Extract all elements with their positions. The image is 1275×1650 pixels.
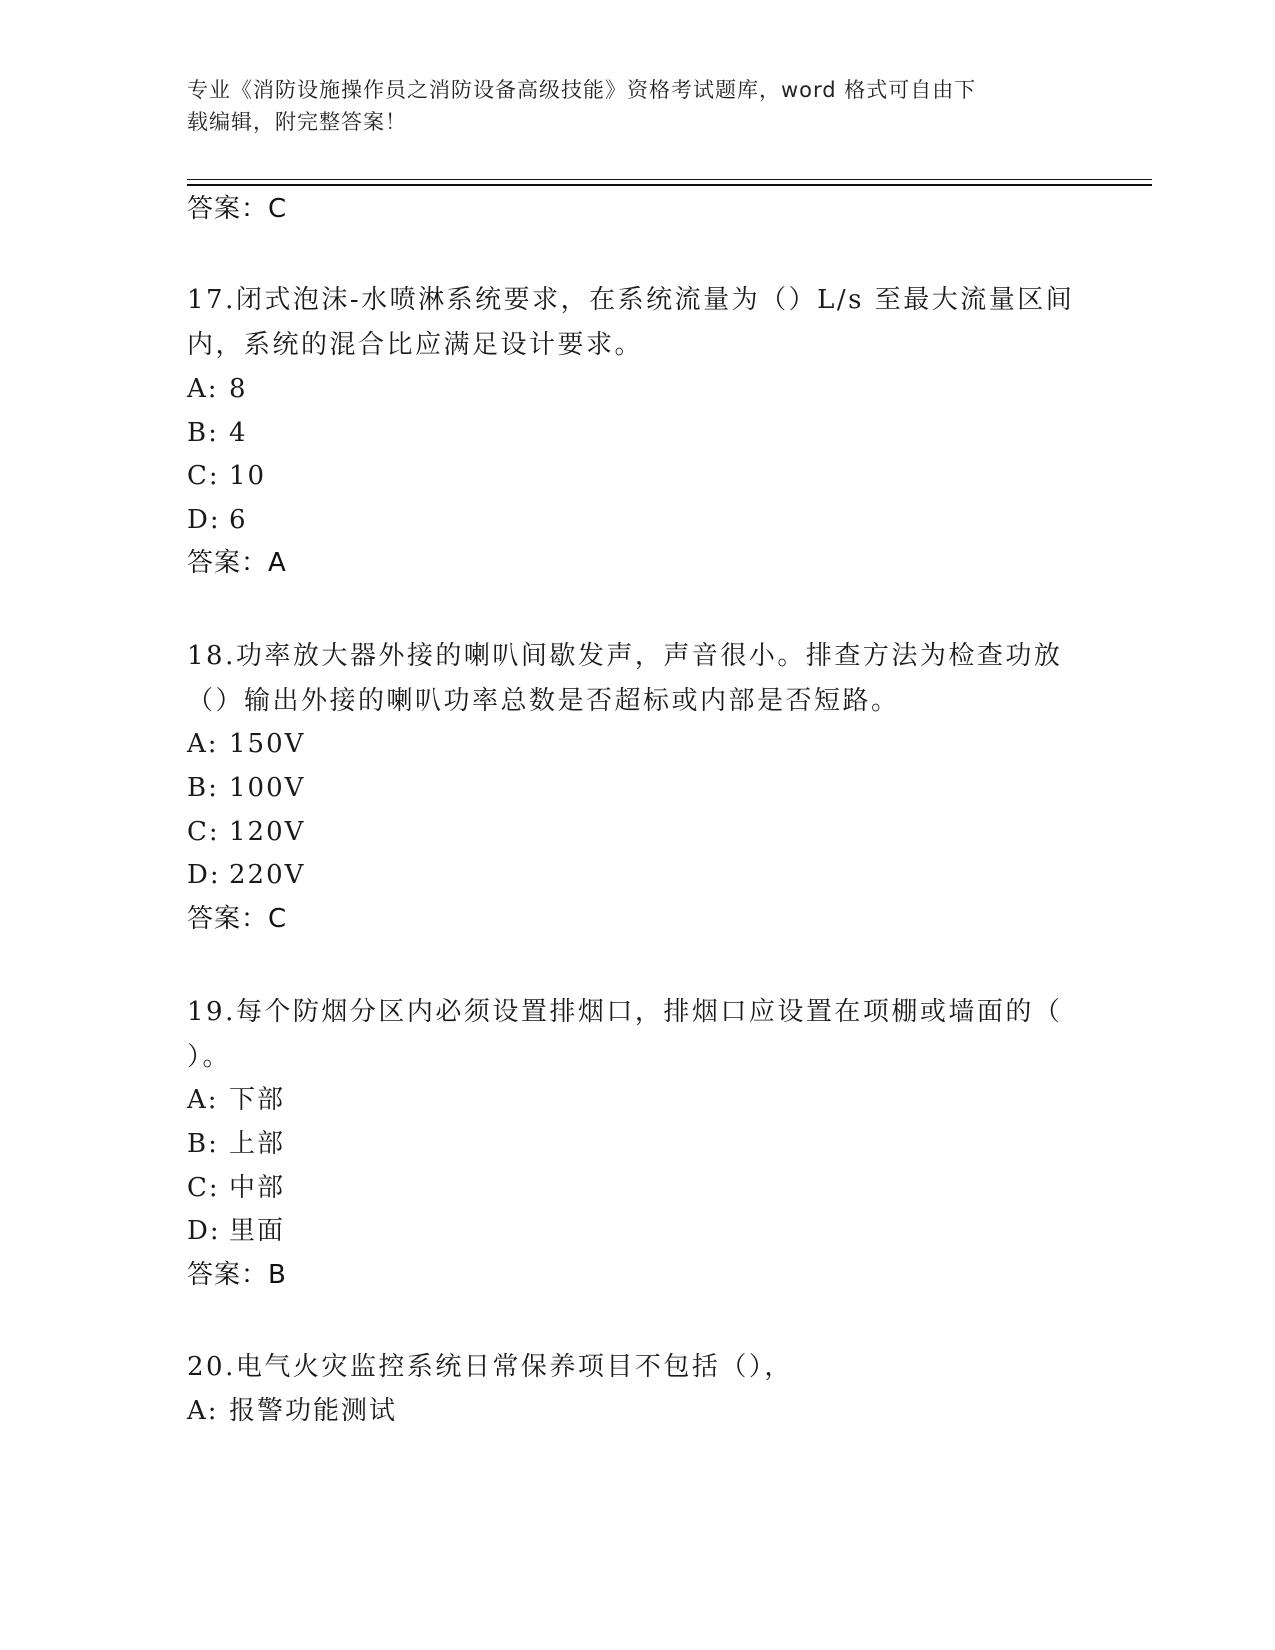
option-text: 上部 [229,1129,286,1159]
question-18-option-b [187,771,305,805]
question-17-line-2: 内，系统的混合比应满足设计要求。 [187,330,644,360]
question-18-line-2: （）输出外接的喇叭功率总数是否超标或内部是否短路。 [187,686,900,716]
answer-16: 答案：C [187,194,288,224]
option-key: B: [187,418,219,448]
question-18-line-1: 18.功率放大器外接的喇叭间歇发声，声音很小。排查方法为检查功放 [187,641,1063,671]
answer-18: 答案：C [187,904,288,934]
option-key: B: [187,773,219,803]
option-key: C: [187,817,220,847]
header-rule-thin [187,179,1152,180]
option-text: 下部 [229,1085,286,1115]
option-key: D: [187,1216,221,1246]
question-17-option-a [187,372,248,406]
header-line-2: 载编辑，附完整答案！ [187,110,407,134]
option-key: A: [187,374,219,404]
question-17-option-d [187,503,248,537]
option-text: 220V [229,860,306,890]
option-text: 100V [229,773,306,803]
header-line-1: 专业《消防设施操作员之消防设备高级技能》资格考试题库，word 格式可自由下 [187,78,977,102]
option-key: D: [187,860,221,890]
option-text: 6 [229,505,248,535]
option-key: A: [187,1085,219,1115]
question-18-option-c [187,815,305,849]
option-key: D: [187,505,221,535]
question-17-option-b [187,416,248,450]
document-header [187,74,1087,138]
option-key: C: [187,1173,220,1203]
option-text: 10 [229,461,267,491]
question-20-option-a [187,1394,397,1428]
question-19-line-1: 19.每个防烟分区内必须设置排烟口，排烟口应设置在项棚或墙面的（ [187,997,1063,1027]
option-text: 中部 [229,1173,286,1203]
question-19-option-d [187,1214,285,1248]
question-18-option-d [187,858,305,892]
question-17-text [187,278,1087,368]
question-18-text [187,634,1087,724]
question-19-line-2: ）。 [187,1042,232,1072]
question-19-option-a [187,1083,285,1117]
answer-19: 答案：B [187,1260,287,1290]
question-19-option-c [187,1171,285,1205]
question-17-option-c [187,459,266,493]
option-text: 4 [229,418,248,448]
question-17-line-1: 17.闭式泡沫-水喷淋系统要求，在系统流量为（）L/s 至最大流量区间 [187,285,1075,315]
option-text: 8 [229,374,248,404]
question-20-line-1: 20.电气火灾监控系统日常保养项目不包括（）， [187,1352,793,1382]
option-text: 报警功能测试 [229,1396,398,1426]
option-text: 里面 [229,1216,286,1246]
option-text: 120V [229,817,306,847]
option-key: B: [187,1129,219,1159]
option-text: 150V [229,729,306,759]
question-19-option-b [187,1127,285,1161]
question-18-option-a [187,727,305,761]
question-20-text [187,1345,1087,1390]
option-key: C: [187,461,220,491]
option-key: A: [187,1396,219,1426]
answer-17: 答案：A [187,548,287,578]
question-19-text [187,990,1087,1080]
header-rule-thick [187,184,1152,186]
option-key: A: [187,729,219,759]
